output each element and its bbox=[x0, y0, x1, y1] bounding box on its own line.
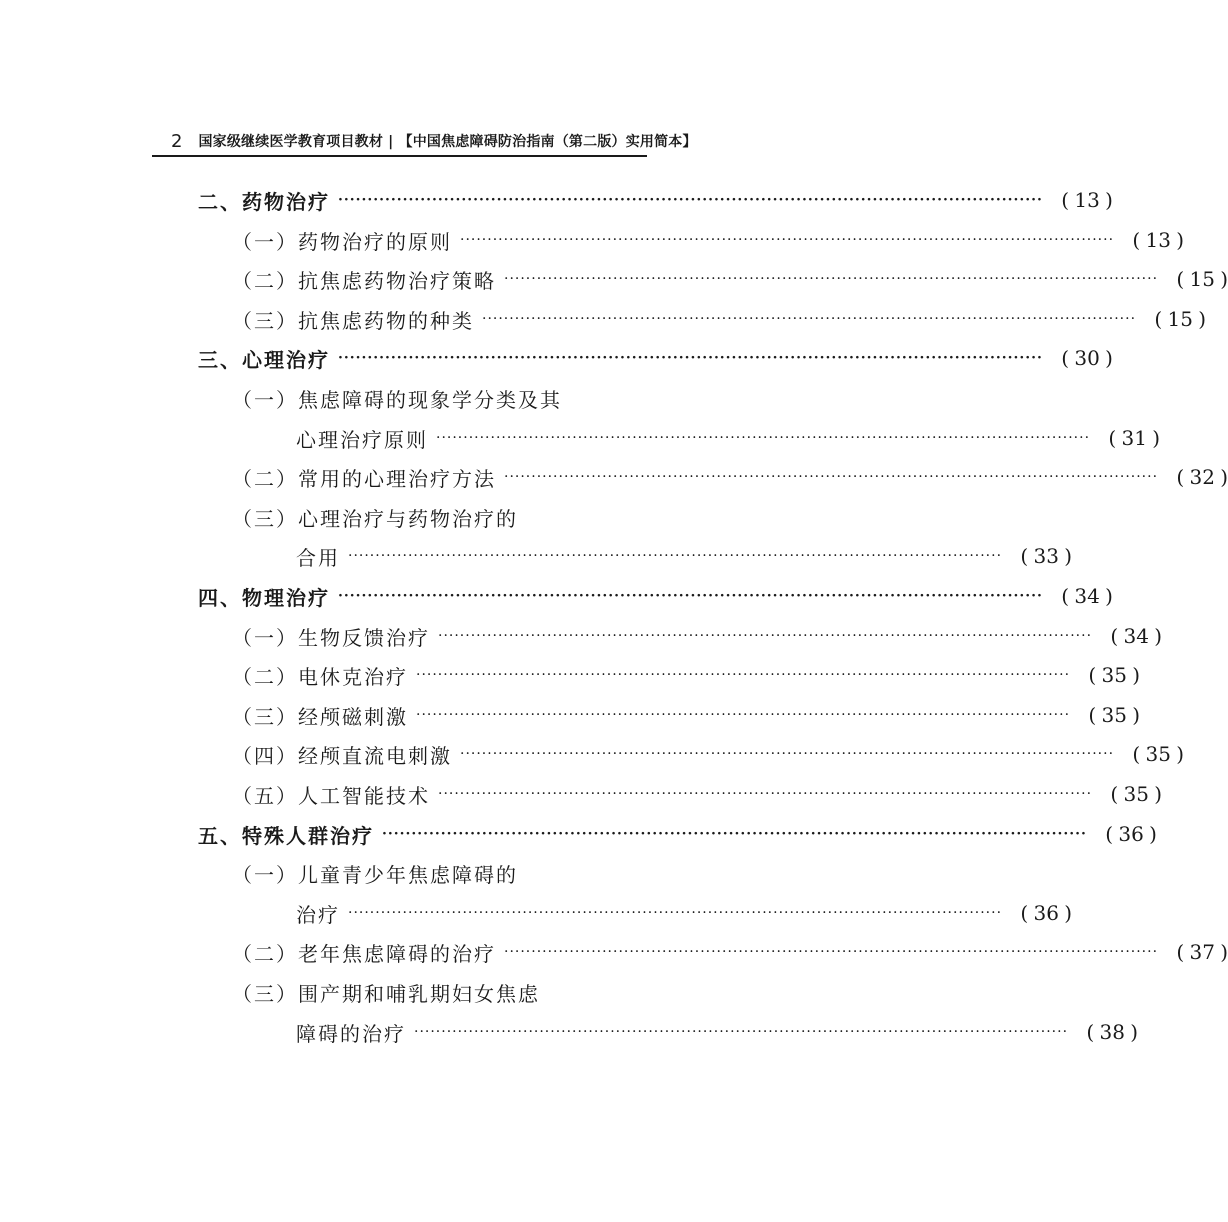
toc-entry bbox=[232, 457, 1228, 497]
header-title: 国家级继续医学教育项目教材 | 【中国焦虑障碍防治指南（第二版）实用简本】 bbox=[198, 134, 697, 150]
toc-entry bbox=[198, 814, 1157, 854]
toc-page-number: 34 bbox=[1074, 584, 1100, 608]
toc-entry-label: （四）经颅直流电刺激 bbox=[232, 743, 452, 768]
toc-leader-dots: ························································································································ bbox=[504, 469, 1159, 485]
toc-entry bbox=[232, 497, 648, 537]
toc-entry bbox=[296, 1012, 1139, 1052]
toc-leader-dots: ························································································································ bbox=[338, 192, 1043, 208]
toc-entry-page: ( 36 ) bbox=[1020, 901, 1073, 925]
page-number: 2 bbox=[171, 130, 183, 152]
toc-page-number: 15 bbox=[1167, 307, 1193, 331]
toc-entry-page: ( 37 ) bbox=[1176, 940, 1228, 964]
toc-page-number: 38 bbox=[1099, 1020, 1125, 1044]
toc-entry-label: 二、药物治疗 bbox=[198, 189, 330, 214]
toc-leader-dots: ························································································································ bbox=[438, 786, 1093, 802]
toc-page-number: 35 bbox=[1145, 742, 1171, 766]
toc-leader-dots: ························································································································ bbox=[436, 430, 1091, 446]
toc-entry bbox=[232, 932, 1228, 972]
toc-page-number: 33 bbox=[1033, 544, 1059, 568]
toc-entry-label: （三）围产期和哺乳期妇女焦虑 bbox=[232, 981, 540, 1006]
toc-entry-page: ( 13 ) bbox=[1061, 188, 1113, 212]
toc-page-number: 36 bbox=[1118, 822, 1144, 846]
toc-entry-page: ( 35 ) bbox=[1088, 703, 1141, 727]
toc-page-number: 35 bbox=[1101, 663, 1127, 687]
toc-leader-dots: ························································································································ bbox=[482, 311, 1137, 327]
toc-entry-label: （一）焦虑障碍的现象学分类及其 bbox=[232, 387, 562, 412]
header-rule bbox=[152, 155, 647, 157]
toc-entry bbox=[296, 536, 1073, 576]
toc-leader-dots: ························································································································ bbox=[438, 628, 1093, 644]
toc-entry bbox=[232, 695, 1141, 735]
toc-leader-dots: ························································································································ bbox=[382, 826, 1087, 842]
toc-entry-label: （五）人工智能技术 bbox=[232, 783, 430, 808]
running-header bbox=[155, 128, 697, 154]
toc-entry-label: 合用 bbox=[296, 545, 340, 570]
toc-entry-label: （二）电休克治疗 bbox=[232, 664, 408, 689]
toc-entry-page: ( 33 ) bbox=[1020, 544, 1073, 568]
toc-entry-page: ( 34 ) bbox=[1110, 624, 1163, 648]
toc-entry bbox=[232, 774, 1163, 814]
toc-page-number: 32 bbox=[1189, 465, 1215, 489]
toc-entry-label: （二）常用的心理治疗方法 bbox=[232, 466, 496, 491]
toc-entry-label: 治疗 bbox=[296, 902, 340, 927]
toc-entry-page: ( 38 ) bbox=[1086, 1020, 1139, 1044]
toc-page-number: 37 bbox=[1189, 940, 1215, 964]
toc-leader-dots: ························································································································ bbox=[338, 588, 1043, 604]
toc-entry-page: ( 35 ) bbox=[1088, 663, 1141, 687]
toc-entry-page: ( 31 ) bbox=[1108, 426, 1161, 450]
toc-leader-dots: ························································································································ bbox=[348, 905, 1003, 921]
toc-entry bbox=[232, 972, 648, 1012]
toc-entry-page: ( 34 ) bbox=[1061, 584, 1113, 608]
toc-entry bbox=[296, 418, 1161, 458]
toc-entry-page: ( 15 ) bbox=[1154, 307, 1207, 331]
toc-entry bbox=[232, 220, 1185, 260]
toc-entry-label: 五、特殊人群治疗 bbox=[198, 823, 374, 848]
toc-entry-label: （三）心理治疗与药物治疗的 bbox=[232, 506, 518, 531]
toc-entry-page: ( 15 ) bbox=[1176, 267, 1228, 291]
toc-entry bbox=[232, 734, 1185, 774]
toc-leader-dots: ························································································································ bbox=[348, 548, 1003, 564]
toc-entry bbox=[296, 893, 1073, 933]
toc-entry-page: ( 32 ) bbox=[1176, 465, 1228, 489]
toc-entry-page: ( 36 ) bbox=[1105, 822, 1157, 846]
toc-entry-label: （一）儿童青少年焦虑障碍的 bbox=[232, 862, 518, 887]
toc-leader-dots: ························································································································ bbox=[504, 944, 1159, 960]
toc-leader-dots: ························································································································ bbox=[338, 350, 1043, 366]
toc-entry-page: ( 35 ) bbox=[1110, 782, 1163, 806]
toc-entry-page: ( 35 ) bbox=[1132, 742, 1185, 766]
toc-entry-label: （三）抗焦虑药物的种类 bbox=[232, 308, 474, 333]
toc-leader-dots: ························································································································ bbox=[414, 1024, 1069, 1040]
toc-page-number: 31 bbox=[1121, 426, 1147, 450]
toc-entry-page: ( 13 ) bbox=[1132, 228, 1185, 252]
toc-entry-label: （二）老年焦虑障碍的治疗 bbox=[232, 941, 496, 966]
toc-entry-label: 三、心理治疗 bbox=[198, 347, 330, 372]
toc-entry bbox=[198, 576, 1113, 616]
toc-entry bbox=[198, 180, 1113, 220]
toc-page-number: 13 bbox=[1074, 188, 1100, 212]
toc-entry bbox=[232, 259, 1228, 299]
toc-entry bbox=[198, 338, 1113, 378]
toc-page-number: 34 bbox=[1123, 624, 1149, 648]
toc-entry-label: （一）药物治疗的原则 bbox=[232, 229, 452, 254]
toc-entry-label: （三）经颅磁刺激 bbox=[232, 704, 408, 729]
toc-entry-label: （一）生物反馈治疗 bbox=[232, 625, 430, 650]
toc-leader-dots: ························································································································ bbox=[416, 667, 1071, 683]
toc-page-number: 36 bbox=[1033, 901, 1059, 925]
toc-entry bbox=[232, 378, 648, 418]
toc-leader-dots: ························································································································ bbox=[416, 707, 1071, 723]
toc-entry bbox=[232, 853, 648, 893]
toc-page-number: 13 bbox=[1145, 228, 1171, 252]
toc-leader-dots: ························································································································ bbox=[460, 232, 1115, 248]
toc-leader-dots: ························································································································ bbox=[504, 271, 1159, 287]
toc-entry-label: 障碍的治疗 bbox=[296, 1021, 406, 1046]
toc-entry-label: 四、物理治疗 bbox=[198, 585, 330, 610]
toc-entry bbox=[232, 616, 1163, 656]
toc-entry-label: 心理治疗原则 bbox=[296, 427, 428, 452]
toc-leader-dots: ························································································································ bbox=[460, 746, 1115, 762]
toc-entry bbox=[232, 299, 1207, 339]
toc-page-number: 35 bbox=[1101, 703, 1127, 727]
toc-page-number: 15 bbox=[1189, 267, 1215, 291]
toc-page-number: 30 bbox=[1074, 346, 1100, 370]
toc-entry-page: ( 30 ) bbox=[1061, 346, 1113, 370]
toc-page-number: 35 bbox=[1123, 782, 1149, 806]
toc-entry bbox=[232, 655, 1141, 695]
toc-entry-label: （二）抗焦虑药物治疗策略 bbox=[232, 268, 496, 293]
